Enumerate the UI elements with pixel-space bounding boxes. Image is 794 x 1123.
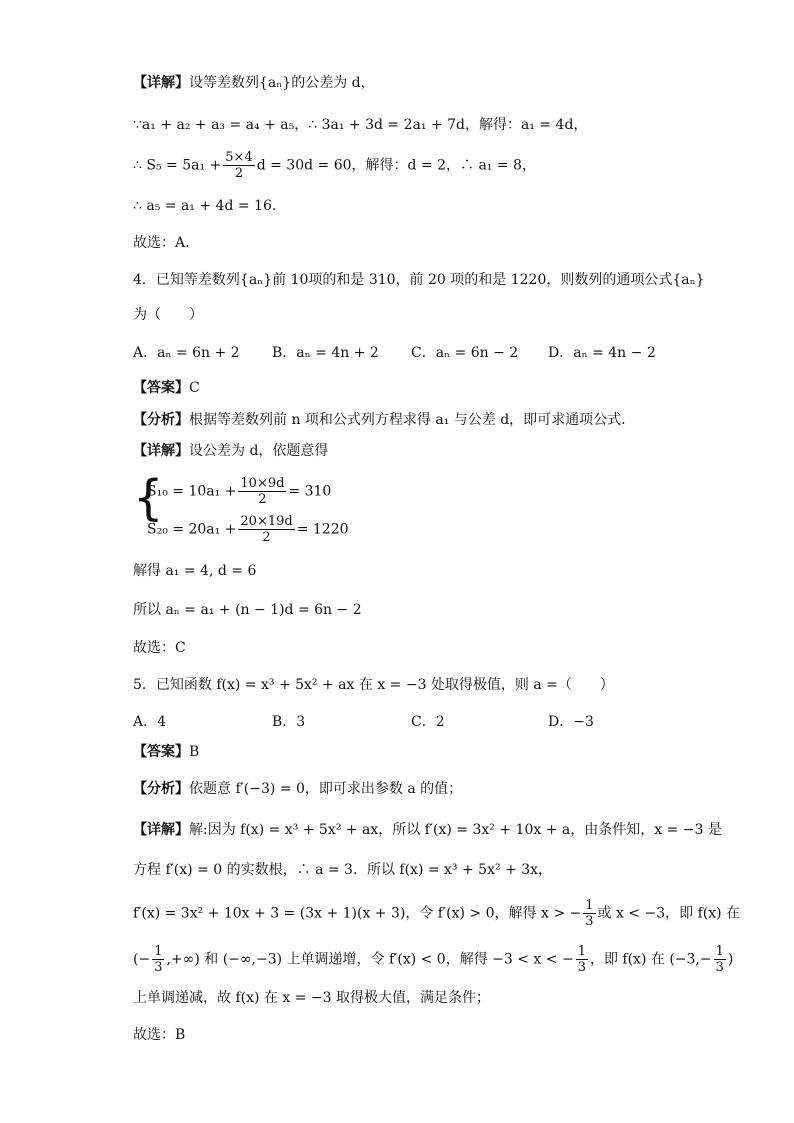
eq1-fraction — [238, 476, 286, 507]
q5-detail-line4 — [133, 944, 733, 975]
q5-detail-line3 — [133, 898, 740, 929]
fraction-num: 20×19d — [240, 514, 293, 529]
d4-fraction3 — [714, 944, 726, 975]
fraction-num: 1 — [715, 944, 724, 959]
q4-equation2 — [147, 514, 349, 545]
q4-answer: C — [189, 380, 200, 396]
q4-detail-line — [133, 441, 328, 461]
q5-detail1: 解:因为 f(x) = x³ + 5x² + ax，所以 f′(x) = 3x² + 10x + a，由条件知，x = −3 是 — [189, 822, 722, 838]
fraction-num: 1 — [577, 944, 586, 959]
eq2-lhs: S₂₀ = 20a₁ + — [147, 521, 237, 538]
fraction-num: 5×4 — [225, 150, 253, 165]
q4-analysis: 根据等差数列前 n 项和公式列方程求得 a₁ 与公差 d，即可求通项公式. — [189, 412, 626, 428]
fraction-den: 3 — [154, 960, 163, 975]
eq2-fraction — [238, 514, 294, 545]
answer-tag: 【答案】 — [133, 744, 189, 760]
d3-fraction — [583, 898, 595, 929]
q5-final: 故选：B — [133, 1027, 186, 1043]
q5-detail-line2: 方程 f′(x) = 0 的实数根，∴ a = 3．所以 f(x) = x³ + 5x² + 3x， — [133, 862, 553, 878]
q5-detail-line5: 上单调递减，故 f(x) 在 x = −3 取得极大值，满足条件； — [133, 990, 490, 1006]
q4-detail: 设公差为 d，依题意得 — [189, 443, 329, 459]
detail-tag: 【详解】 — [133, 75, 189, 91]
fraction-den: 3 — [715, 960, 724, 975]
q5-answer: B — [189, 744, 200, 760]
q5-option-b: B．3 — [272, 714, 306, 730]
q5-analysis: 依题意 f′(−3) = 0，即可求出参数 a 的值； — [189, 781, 463, 797]
analysis-tag: 【分析】 — [133, 412, 189, 428]
d3-right: 或 x < −3，即 f(x) 在 — [597, 905, 741, 922]
q5-stem: 5．已知函数 f(x) = x³ + 5x² + ax 在 x = −3 处取得极值，则 a =（ ） — [133, 677, 614, 693]
fraction-den: 2 — [258, 492, 267, 507]
q5-answer-line — [133, 742, 199, 762]
q4-equation1 — [147, 476, 331, 507]
q5-option-a: A．4 — [133, 714, 167, 730]
d4-fraction2 — [576, 944, 588, 975]
fraction-num: 10×9d — [240, 476, 285, 491]
q4-analysis-line — [133, 410, 626, 430]
fraction-den: 2 — [262, 530, 271, 545]
d3-left: f′(x) = 3x² + 10x + 3 = (3x + 1)(x + 3)，令 f′(x) > 0，解得 x > − — [133, 905, 582, 922]
fraction-den: 3 — [577, 960, 586, 975]
eq1-rhs: = 310 — [288, 483, 332, 500]
q4-option-d: D．aₙ = 4n − 2 — [548, 345, 656, 361]
d4-b: ,+∞) 和 (−∞,−3) 上单调递增，令 f′(x) < 0，解得 −3 < x < − — [166, 951, 574, 968]
q4-stem-line1: 4．已知等差数列{aₙ}前 10项的和是 310，前 20 项的和是 1220，则数列的通项公式{aₙ} — [133, 272, 705, 288]
d4-d: ) — [727, 951, 734, 968]
q4-stem-line2: 为（ ） — [133, 307, 203, 323]
answer-tag: 【答案】 — [133, 380, 189, 396]
fraction-den: 3 — [585, 914, 594, 929]
d4-a: (− — [133, 951, 151, 968]
q3-detail-line2: ∵a₁ + a₂ + a₃ = a₄ + a₅，∴ 3a₁ + 3d = 2a₁ + 7d，解得：a₁ = 4d， — [133, 117, 588, 133]
fraction-num: 1 — [154, 944, 163, 959]
q4-solve: 解得 a₁ = 4, d = 6 — [133, 563, 257, 579]
q5-option-c: C．2 — [411, 714, 445, 730]
q4-option-b: B．aₙ = 4n + 2 — [272, 345, 379, 361]
detail-tag: 【详解】 — [133, 822, 189, 838]
q3-sum-lhs: ∴ S₅ = 5a₁ + — [133, 157, 222, 174]
q3-detail-line3 — [133, 150, 536, 181]
eq1-lhs: S₁₀ = 10a₁ + — [147, 483, 237, 500]
q3-answer: 故选：A. — [133, 235, 190, 251]
q3-fraction — [223, 150, 254, 181]
analysis-tag: 【分析】 — [133, 781, 189, 797]
q4-option-c: C．aₙ = 6n − 2 — [411, 345, 519, 361]
q5-detail-line1 — [133, 820, 722, 840]
q5-option-d: D．−3 — [548, 714, 594, 730]
d4-fraction1 — [152, 944, 164, 975]
q4-option-a: A．aₙ = 6n + 2 — [133, 345, 240, 361]
eq2-rhs: = 1220 — [296, 521, 349, 538]
q4-final: 故选：C — [133, 640, 186, 656]
q3-sum-rhs: d = 30d = 60，解得：d = 2，∴ a₁ = 8， — [256, 157, 536, 174]
q4-answer-line — [133, 378, 200, 398]
d4-c: ，即 f(x) 在 (−3,− — [589, 951, 712, 968]
q4-so: 所以 aₙ = a₁ + (n − 1)d = 6n − 2 — [133, 602, 362, 618]
detail-tag: 【详解】 — [133, 443, 189, 459]
q3-detail-line1 — [133, 73, 375, 93]
q3-detail-line4: ∴ a₅ = a₁ + 4d = 16. — [133, 198, 277, 214]
system-brace: { — [133, 470, 164, 526]
q5-analysis-line — [133, 779, 462, 799]
fraction-num: 1 — [585, 898, 594, 913]
q3-detail-text1: 设等差数列{aₙ}的公差为 d， — [189, 75, 375, 91]
fraction-den: 2 — [234, 166, 244, 181]
